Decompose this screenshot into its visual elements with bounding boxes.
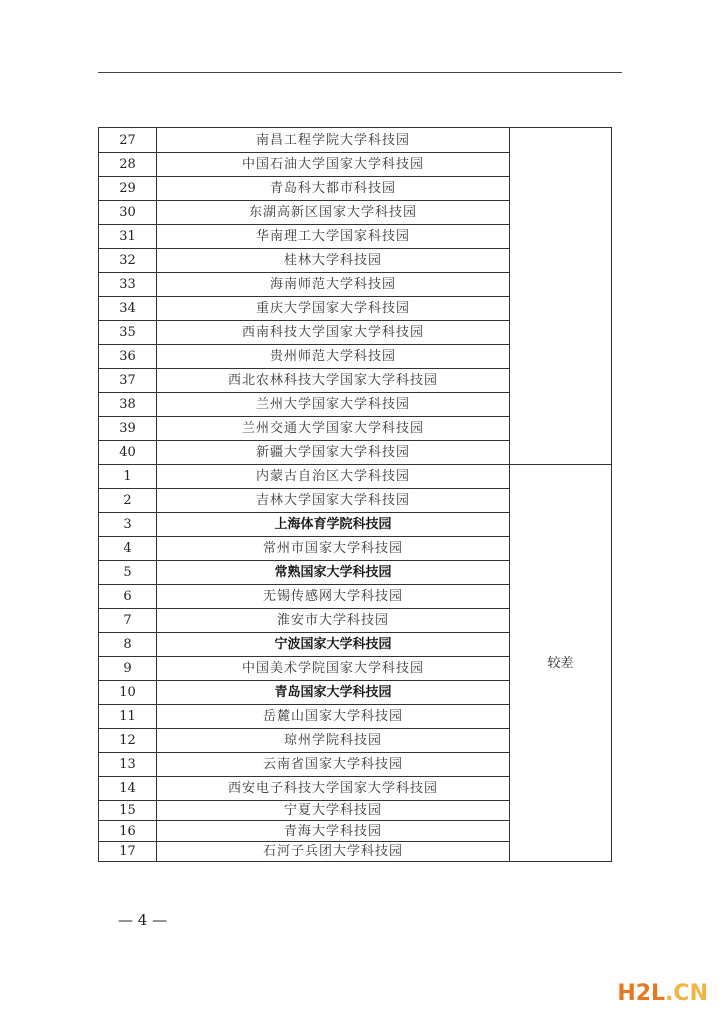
row-number-cell: 11 [99, 705, 157, 729]
row-number-cell: 32 [99, 249, 157, 273]
row-number-cell: 39 [99, 417, 157, 441]
row-number-cell: 30 [99, 201, 157, 225]
row-number-cell: 12 [99, 729, 157, 753]
row-number-cell: 15 [99, 801, 157, 821]
row-number-cell: 2 [99, 489, 157, 513]
row-number-cell: 27 [99, 128, 157, 153]
row-number-cell: 14 [99, 777, 157, 801]
park-name-cell: 中国美术学院国家大学科技园 [157, 657, 510, 681]
park-name-cell: 云南省国家大学科技园 [157, 753, 510, 777]
row-number-cell: 36 [99, 345, 157, 369]
grade-cell: 较差 [510, 465, 612, 862]
site-watermark-logo [617, 981, 708, 1006]
park-name-cell: 重庆大学国家大学科技园 [157, 297, 510, 321]
table-row [99, 465, 612, 489]
watermark-part1: H2L [617, 981, 666, 1006]
park-name-cell: 常州市国家大学科技园 [157, 537, 510, 561]
park-name-cell: 吉林大学国家大学科技园 [157, 489, 510, 513]
park-name-cell: 常熟国家大学科技园 [157, 561, 510, 585]
row-number-cell: 1 [99, 465, 157, 489]
park-name-cell: 中国石油大学国家大学科技园 [157, 153, 510, 177]
park-name-cell: 内蒙古自治区大学科技园 [157, 465, 510, 489]
park-name-cell: 兰州交通大学国家大学科技园 [157, 417, 510, 441]
page-number: — 4 — [118, 911, 168, 929]
park-name-cell: 石河子兵团大学科技园 [157, 842, 510, 862]
park-name-cell: 兰州大学国家大学科技园 [157, 393, 510, 417]
park-name-cell: 海南师范大学科技园 [157, 273, 510, 297]
row-number-cell: 40 [99, 441, 157, 465]
ranking-table [98, 127, 612, 862]
row-number-cell: 10 [99, 681, 157, 705]
park-name-cell: 贵州师范大学科技园 [157, 345, 510, 369]
row-number-cell: 13 [99, 753, 157, 777]
row-number-cell: 17 [99, 842, 157, 862]
row-number-cell: 33 [99, 273, 157, 297]
park-name-cell: 上海体育学院科技园 [157, 513, 510, 537]
park-name-cell: 新疆大学国家大学科技园 [157, 441, 510, 465]
row-number-cell: 35 [99, 321, 157, 345]
row-number-cell: 5 [99, 561, 157, 585]
park-name-cell: 桂林大学科技园 [157, 249, 510, 273]
park-name-cell: 青岛科大都市科技园 [157, 177, 510, 201]
row-number-cell: 4 [99, 537, 157, 561]
park-name-cell: 宁夏大学科技园 [157, 801, 510, 821]
row-number-cell: 38 [99, 393, 157, 417]
row-number-cell: 34 [99, 297, 157, 321]
row-number-cell: 8 [99, 633, 157, 657]
header-rule [98, 72, 622, 73]
park-name-cell: 西南科技大学国家大学科技园 [157, 321, 510, 345]
ranking-table-body [99, 128, 612, 862]
row-number-cell: 31 [99, 225, 157, 249]
row-number-cell: 3 [99, 513, 157, 537]
row-number-cell: 9 [99, 657, 157, 681]
park-name-cell: 无锡传感网大学科技园 [157, 585, 510, 609]
row-number-cell: 28 [99, 153, 157, 177]
park-name-cell: 青岛国家大学科技园 [157, 681, 510, 705]
row-number-cell: 16 [99, 821, 157, 842]
park-name-cell: 西安电子科技大学国家大学科技园 [157, 777, 510, 801]
park-name-cell: 南昌工程学院大学科技园 [157, 128, 510, 153]
row-number-cell: 7 [99, 609, 157, 633]
grade-cell [510, 128, 612, 465]
table-row [99, 128, 612, 153]
park-name-cell: 琼州学院科技园 [157, 729, 510, 753]
park-name-cell: 淮安市大学科技园 [157, 609, 510, 633]
row-number-cell: 29 [99, 177, 157, 201]
park-name-cell: 华南理工大学国家科技园 [157, 225, 510, 249]
park-name-cell: 宁波国家大学科技园 [157, 633, 510, 657]
row-number-cell: 37 [99, 369, 157, 393]
watermark-part2: .CN [665, 981, 708, 1006]
park-name-cell: 东湖高新区国家大学科技园 [157, 201, 510, 225]
row-number-cell: 6 [99, 585, 157, 609]
park-name-cell: 西北农林科技大学国家大学科技园 [157, 369, 510, 393]
park-name-cell: 青海大学科技园 [157, 821, 510, 842]
park-name-cell: 岳麓山国家大学科技园 [157, 705, 510, 729]
